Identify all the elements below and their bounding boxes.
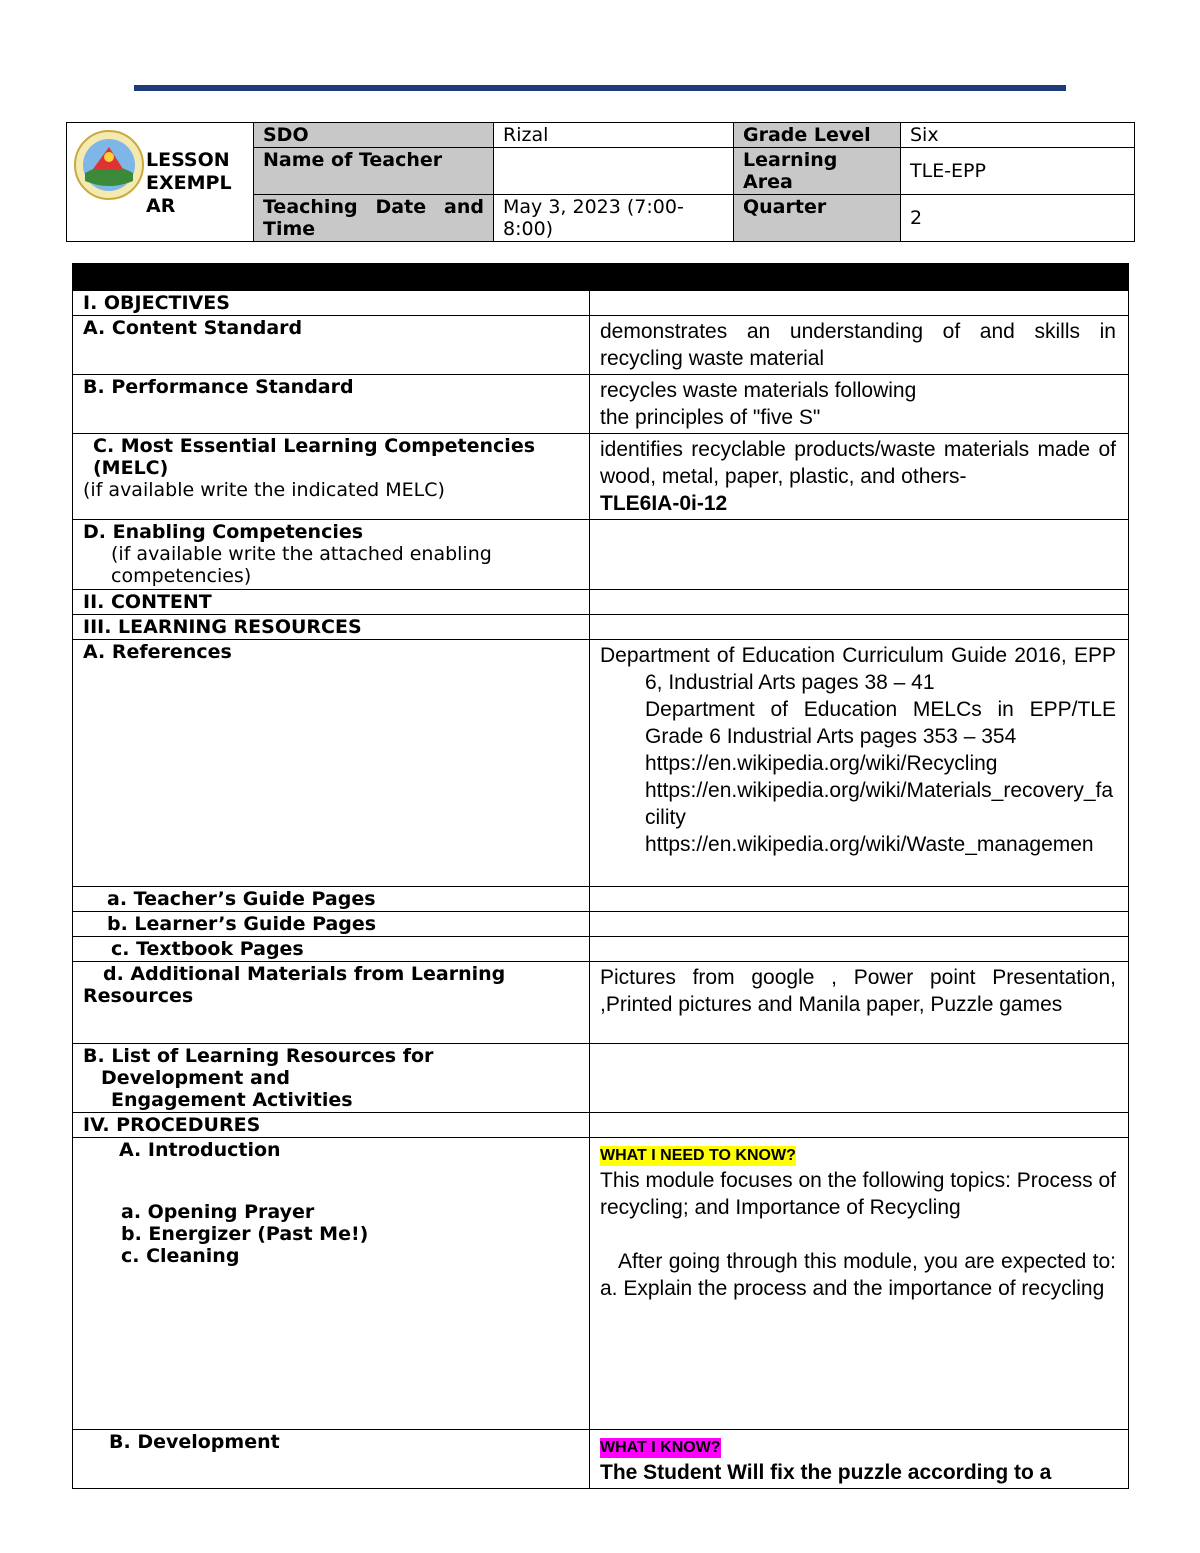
teachers-guide-label: a. Teacher’s Guide Pages: [73, 887, 590, 912]
grade-label: Grade Level: [734, 123, 901, 148]
reference-item: Department of Education Curriculum Guide 2016, EPP 6, Industrial Arts pages 38 – 41: [600, 644, 1116, 694]
date-label: Teaching Date and Time: [254, 195, 494, 242]
what-i-know-heading: WHAT I KNOW?: [600, 1439, 721, 1456]
intro-text: After going through this module, you are expected to: a. Explain the process and the importance of recycling: [600, 1250, 1116, 1300]
list-resources-cell: [73, 1044, 590, 1113]
performance-standard-label: B. Performance Standard: [73, 375, 590, 434]
development-content: [590, 1430, 1129, 1489]
date-value: May 3, 2023 (7:00-8:00): [494, 195, 734, 242]
development-label: B. Development: [73, 1430, 590, 1489]
list-resources-label: Engagement Activities: [111, 1089, 353, 1111]
resources-title: III. LEARNING RESOURCES: [73, 615, 590, 640]
introduction-content: [590, 1138, 1129, 1430]
performance-standard-value: [590, 375, 1129, 434]
sdo-value: Rizal: [494, 123, 734, 148]
grade-value: Six: [901, 123, 1135, 148]
quarter-label: Quarter: [734, 195, 901, 242]
melc-label: C. Most Essential Learning Competencies (MELC): [93, 435, 536, 479]
deped-seal-icon: [73, 129, 145, 201]
content-standard-value: demonstrates an understanding of and skills in recycling waste material: [590, 316, 1129, 375]
lesson-header-table: [66, 122, 1135, 242]
enabling-sub: (if available write the attached enabling competencies): [111, 543, 492, 587]
list-resources-label: B. List of Learning Resources for: [83, 1045, 434, 1067]
reference-item: https://en.wikipedia.org/wiki/Waste_managemen: [645, 833, 1094, 856]
enabling-label: D. Enabling Competencies: [83, 521, 364, 543]
melc-code: TLE6IA-0i-12: [600, 492, 728, 515]
content-title: II. CONTENT: [73, 590, 590, 615]
melc-label-cell: [73, 434, 590, 520]
list-item: c. Cleaning: [121, 1245, 240, 1267]
table-header-row: [73, 264, 1129, 291]
melc-value: identifies recyclable products/waste materials made of wood, metal, paper, plastic, and others-: [600, 438, 1116, 488]
procedures-title: IV. PROCEDURES: [73, 1113, 590, 1138]
lesson-exemplar-title: LESSON EXEMPL AR: [146, 149, 232, 217]
sdo-label: SDO: [254, 123, 494, 148]
additional-label: d. Additional Materials from Learning Resources: [73, 962, 590, 1044]
teacher-label: Name of Teacher: [254, 148, 494, 195]
additional-value: Pictures from google , Power point Presentation, ,Printed pictures and Manila paper, Puzzle games: [590, 962, 1129, 1044]
reference-item: https://en.wikipedia.org/wiki/Materials_recovery_facility: [645, 779, 1114, 829]
textbook-label: c. Textbook Pages: [73, 937, 590, 962]
list-resources-label: Development and: [101, 1067, 290, 1089]
area-label: Learning Area: [734, 148, 901, 195]
teacher-value: [494, 148, 734, 195]
lesson-body-table: [72, 263, 1129, 1489]
introduction-list: [83, 1201, 579, 1267]
what-i-need-to-know-heading: WHAT I NEED TO KNOW?: [600, 1147, 796, 1164]
references-cell: [590, 640, 1129, 887]
introduction-cell: [73, 1138, 590, 1430]
learners-guide-label: b. Learner’s Guide Pages: [73, 912, 590, 937]
reference-item: Department of Education MELCs in EPP/TLE Grade 6 Industrial Arts pages 353 – 354: [645, 698, 1116, 748]
references-label: A. References: [73, 640, 590, 887]
performance-standard-line: recycles waste materials following: [600, 379, 917, 402]
enabling-label-cell: [73, 520, 590, 590]
area-value: TLE-EPP: [901, 148, 1135, 195]
logo-cell: [67, 123, 254, 242]
quarter-value: 2: [901, 195, 1135, 242]
performance-standard-line: the principles of "five S": [600, 406, 821, 429]
melc-value-cell: [590, 434, 1129, 520]
reference-item: https://en.wikipedia.org/wiki/Recycling: [645, 752, 998, 775]
introduction-label: A. Introduction: [119, 1139, 281, 1161]
content-standard-label: A. Content Standard: [73, 316, 590, 375]
intro-text: This module focuses on the following topics: Process of recycling; and Importance of Recycling: [600, 1169, 1116, 1219]
header-rule: [134, 85, 1066, 91]
melc-sub: (if available write the indicated MELC): [83, 479, 445, 501]
list-item: a. Opening Prayer: [121, 1201, 315, 1223]
development-text: The Student Will fix the puzzle according to a: [600, 1461, 1052, 1484]
list-item: b. Energizer (Past Me!): [121, 1223, 369, 1245]
objectives-title: I. OBJECTIVES: [73, 291, 590, 316]
